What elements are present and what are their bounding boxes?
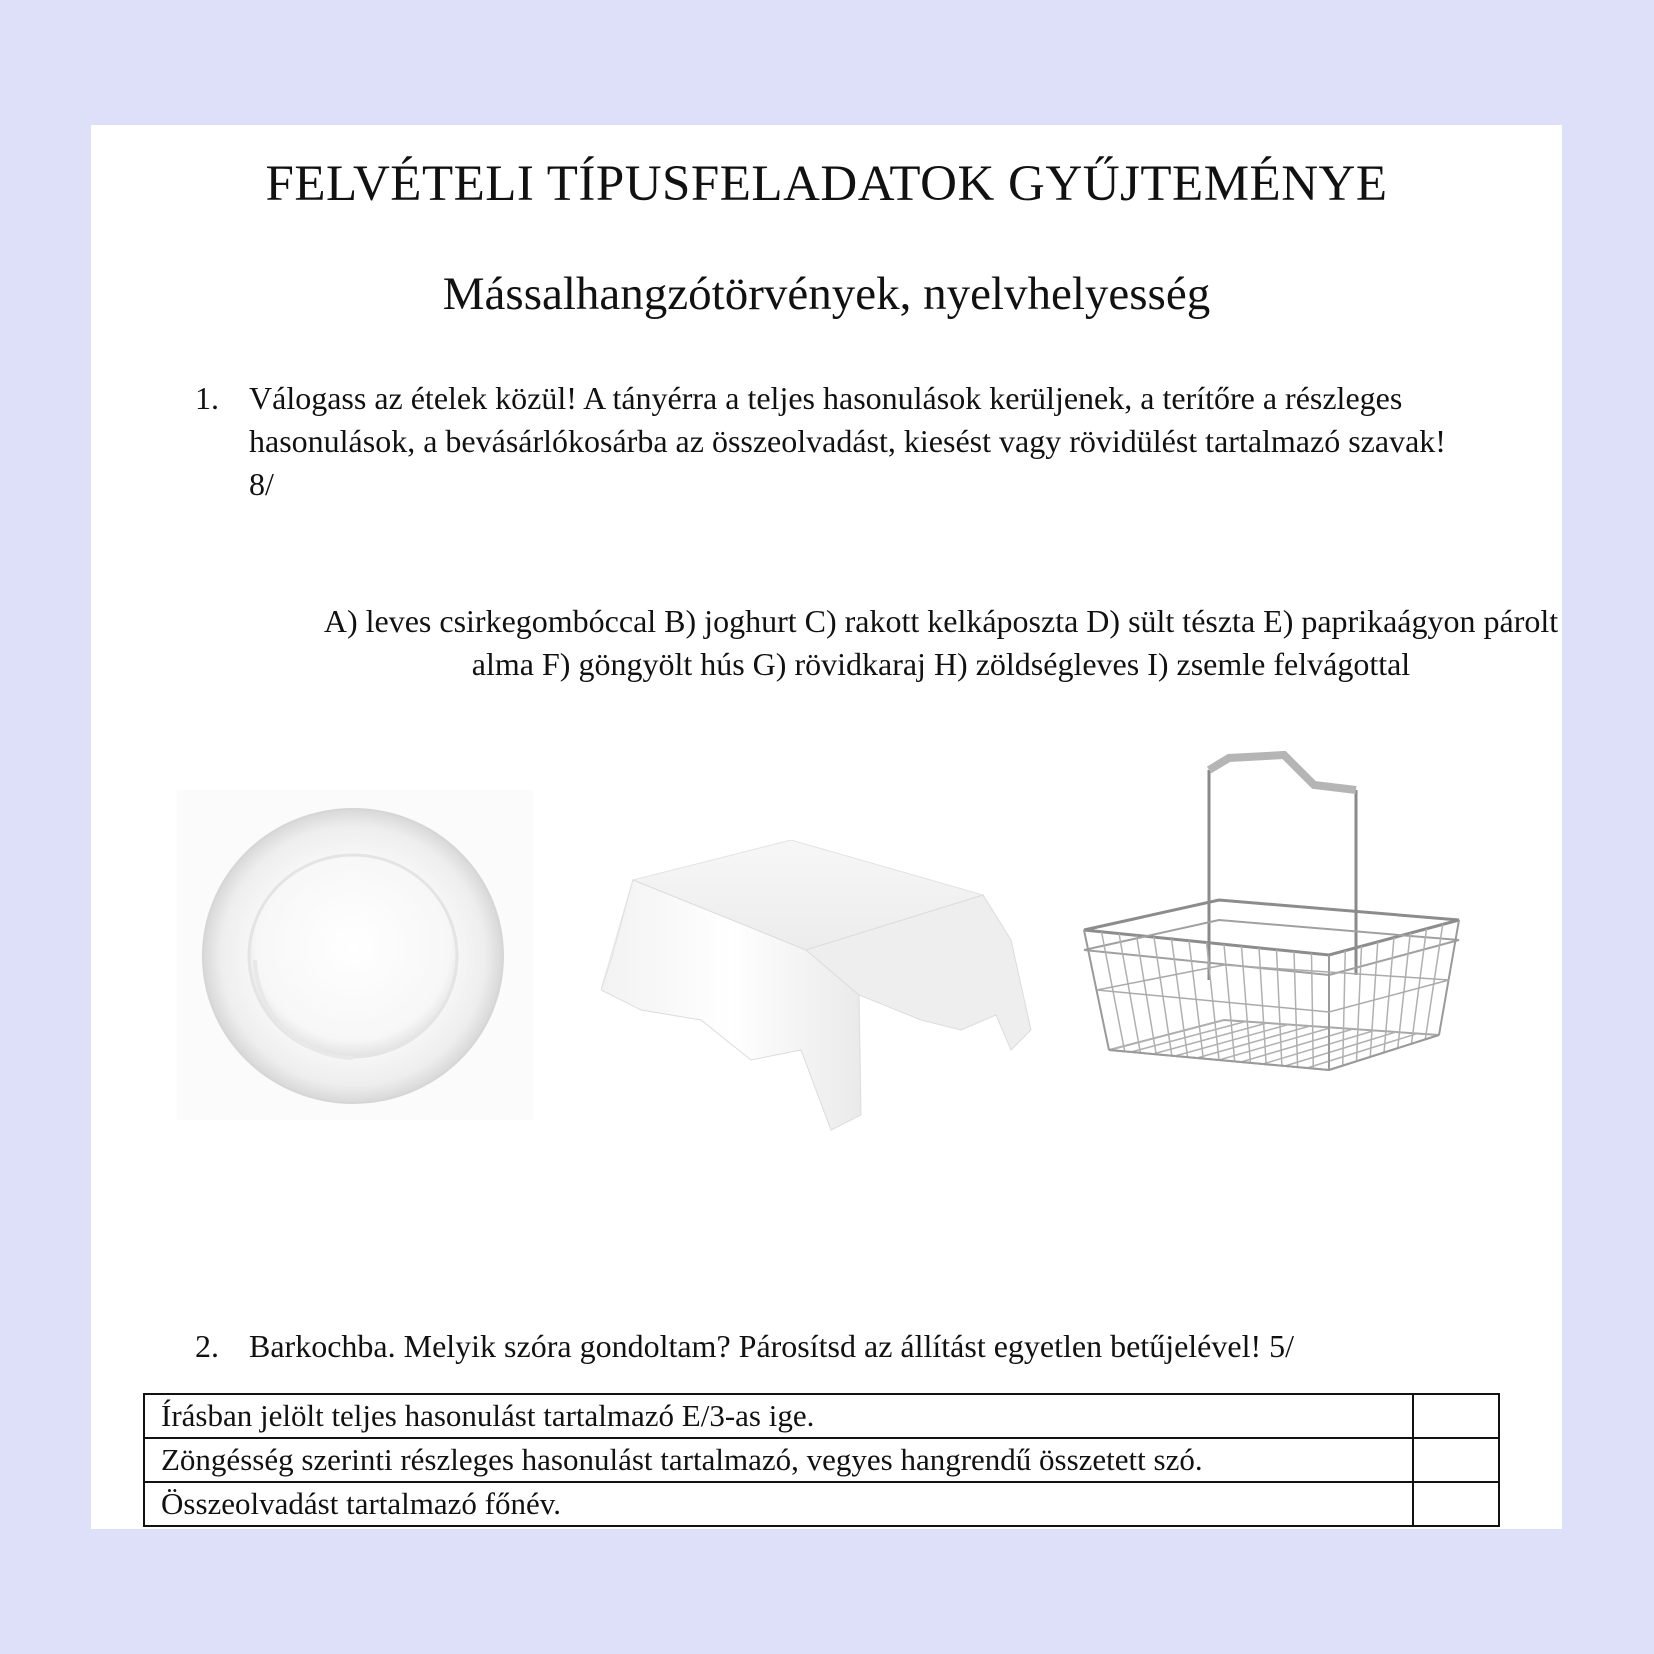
food-options: A) leves csirkegombóccal B) joghurt C) rakott kelkáposzta D) sült tészta E) paprikaágyon párolt alma F) göngyölt hús G) rövidkaraj H) zöldségleves I) zsemle felvágottal: [323, 603, 1559, 682]
basket-wire: [1219, 1028, 1332, 1061]
table-row: [144, 1394, 1499, 1438]
statement-cell: Írásban jelölt teljes hasonulást tartalmazó E/3-as ige.: [144, 1394, 1413, 1438]
page-title: FELVÉTELI TÍPUSFELADATOK GYŰJTEMÉNYE: [265, 156, 1388, 212]
basket-wire: [1285, 1032, 1396, 1066]
document-page: [91, 125, 1562, 1529]
task-2-text: Barkochba. Melyik szóra gondoltam? Párosítsd az állítást egyetlen betűjelével! 5/: [249, 1328, 1295, 1364]
table-row: [144, 1482, 1499, 1526]
task-1-text: Válogass az ételek közül! A tányérra a teljes hasonulások kerüljenek, a terítőre a részleges hasonulások, a bevásárlókosárba az összeolvadást, kiesést vagy rövidülést tartalmazó szavak! 8/: [249, 380, 1446, 502]
task-1: [195, 377, 1459, 506]
answer-cell[interactable]: [1413, 1438, 1499, 1482]
answer-cell[interactable]: [1413, 1394, 1499, 1438]
tablecloth-image: [601, 840, 1053, 1140]
basket-wire: [1131, 1022, 1246, 1053]
task-2-number: 2.: [195, 1328, 219, 1364]
task-2: [195, 1325, 1459, 1368]
answer-cell[interactable]: [1413, 1482, 1499, 1526]
shopping-basket-image: [1079, 750, 1469, 1130]
statement-cell: Zöngésség szerinti részleges hasonulást tartalmazó, vegyes hangrendű összetett szó.: [144, 1438, 1413, 1482]
task-1-number: 1.: [195, 380, 219, 416]
plate-image: [177, 790, 533, 1120]
basket-wire: [1307, 1034, 1418, 1069]
answer-table: [143, 1393, 1500, 1527]
statement-cell: Összeolvadást tartalmazó főnév.: [144, 1482, 1413, 1526]
basket-wire: [1197, 1026, 1310, 1058]
table-row: [144, 1438, 1499, 1482]
page-subtitle: Mássalhangzótörvények, nyelvhelyesség: [442, 268, 1211, 320]
